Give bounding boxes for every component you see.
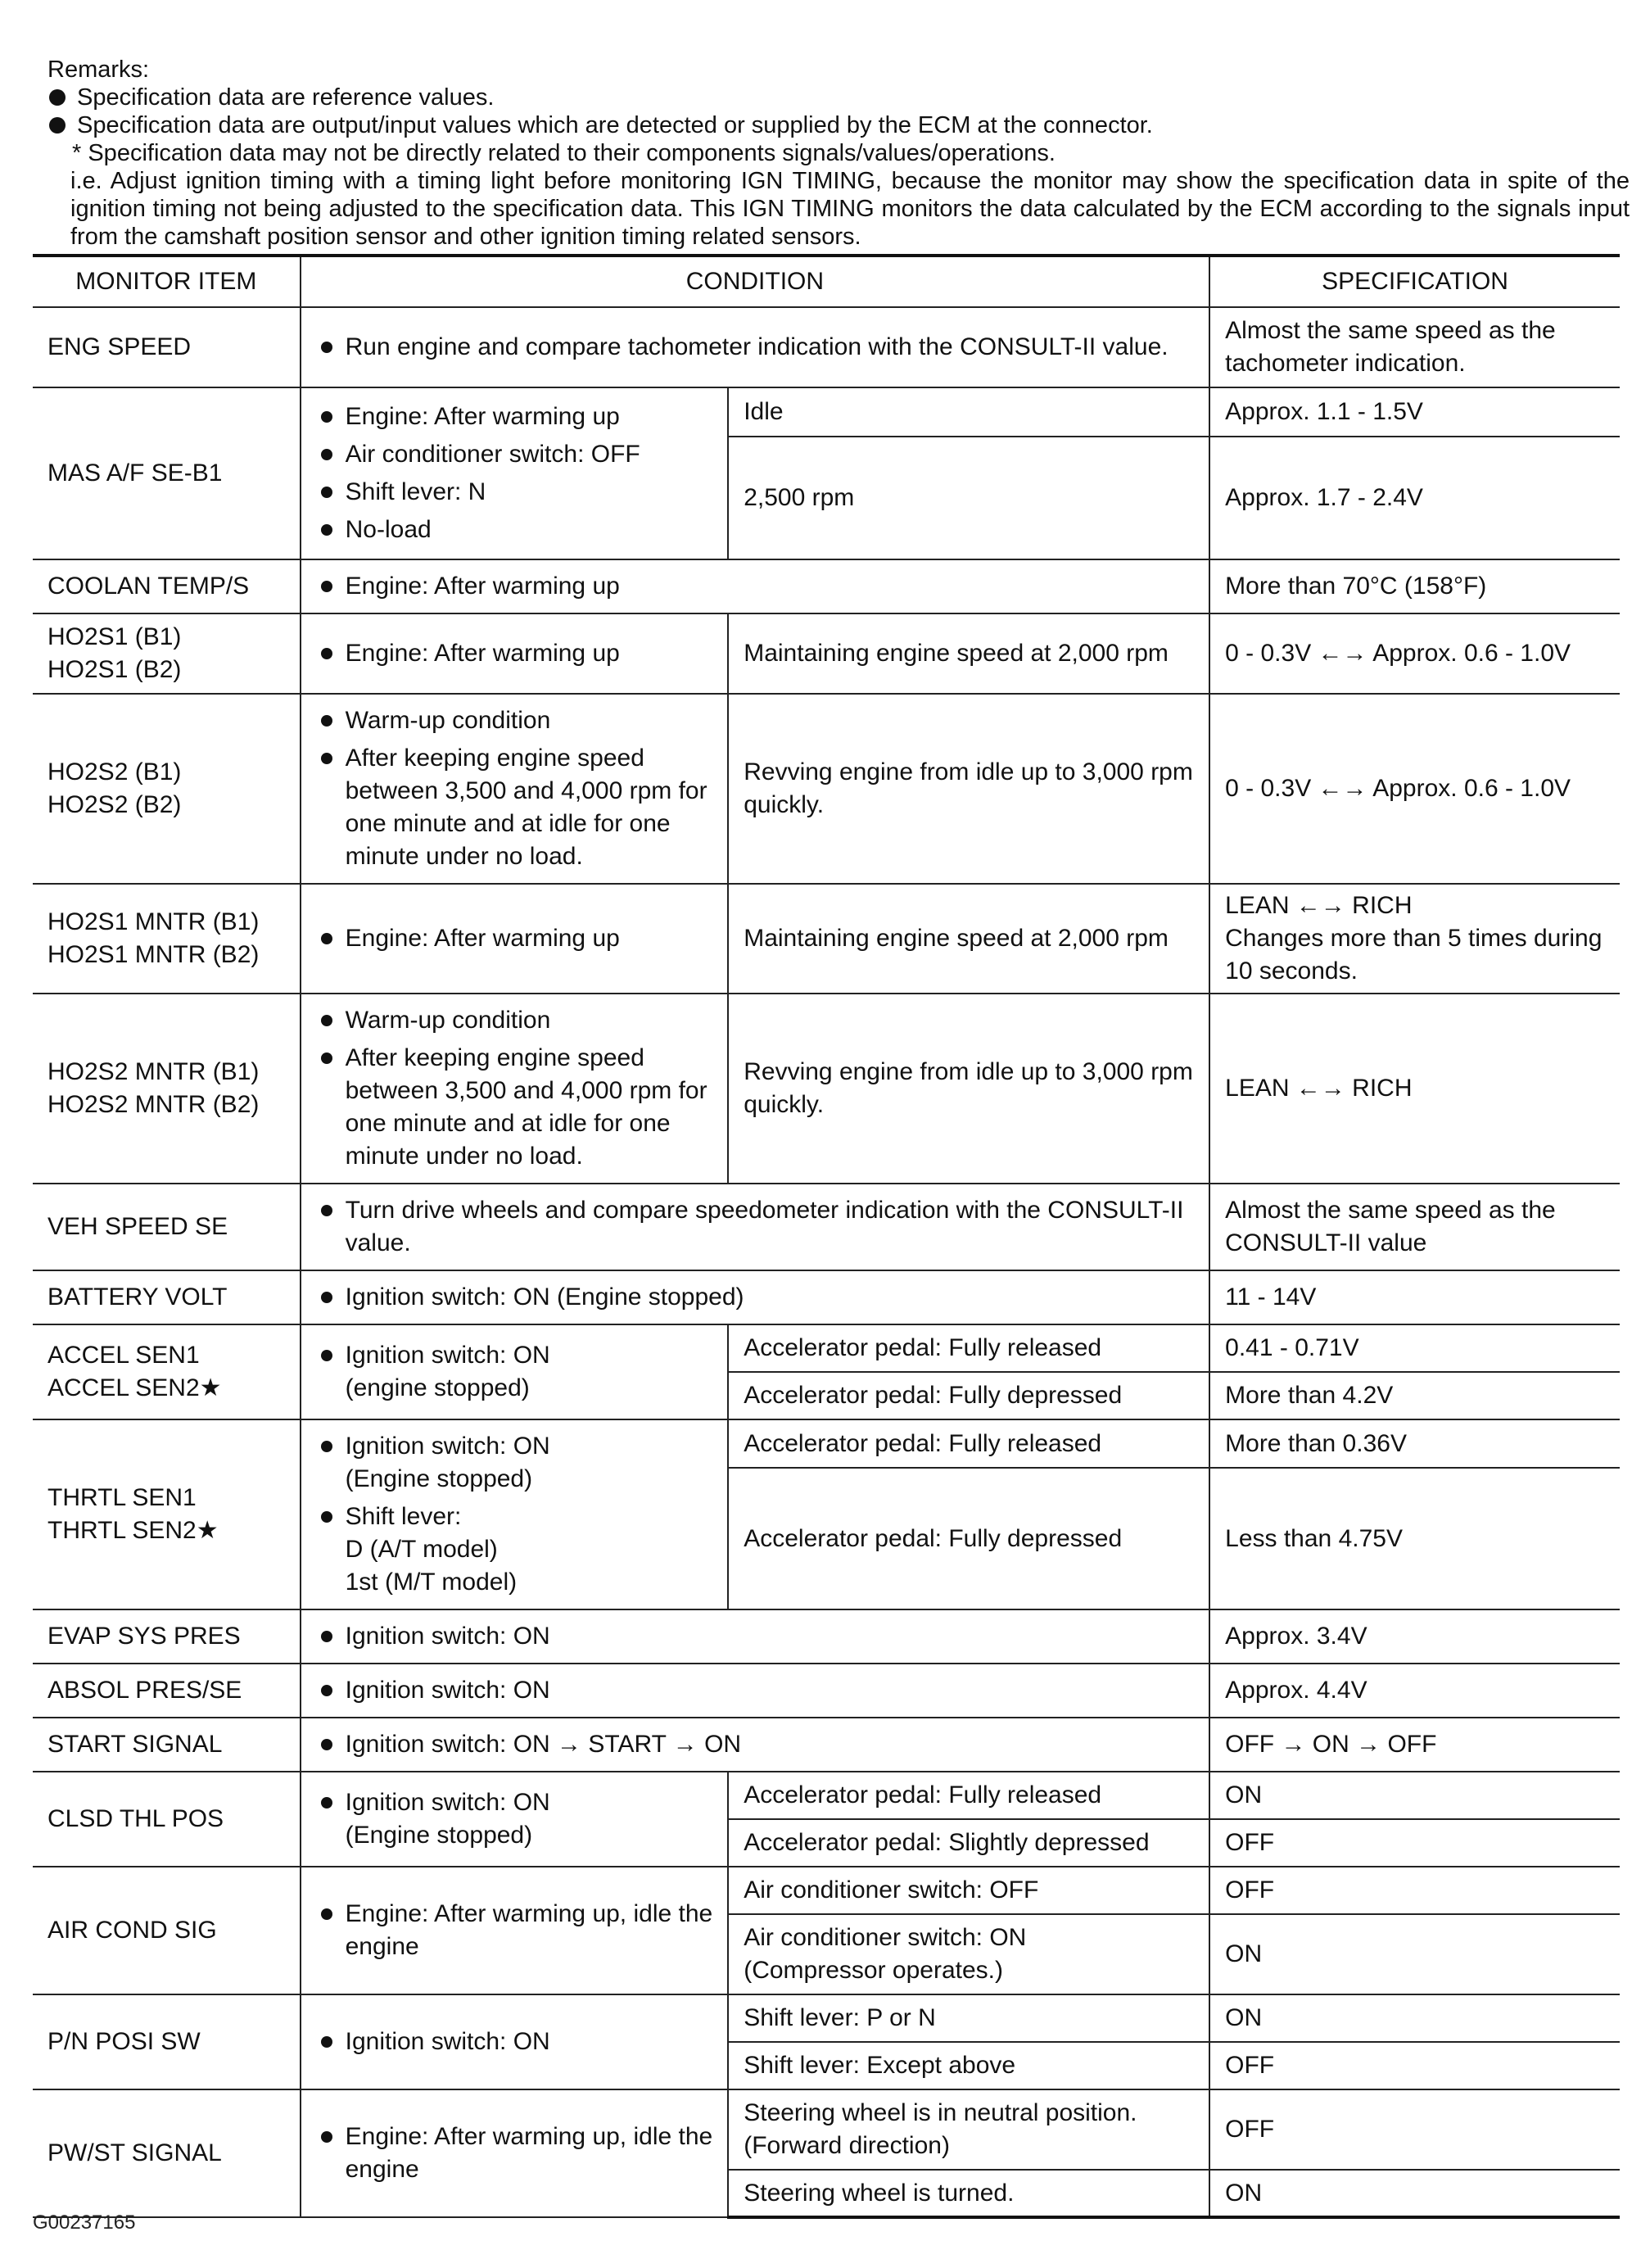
sub-condition-cell: Accelerator pedal: Fully depressed (728, 1372, 1209, 1419)
specification-cell: Almost the same speed as the tachometer indication. (1209, 307, 1620, 387)
condition-bullet: Air conditioner switch: OFF (316, 438, 713, 471)
condition-bullet: After keeping engine speed between 3,500 and 4,000 rpm for one minute and at idle for one minute under no load. (316, 742, 713, 873)
monitor-item-cell: ABSOL PRES/SE (33, 1664, 301, 1718)
condition-cell (301, 1867, 729, 1994)
condition-bullet: Run engine and compare tachometer indication with the CONSULT-II value. (316, 331, 1195, 364)
header-specification: SPECIFICATION (1209, 256, 1620, 307)
condition-cell (301, 307, 1210, 387)
condition-bullet: Engine: After warming up (316, 401, 713, 433)
monitor-item-cell: ACCEL SEN1 ACCEL SEN2★ (33, 1324, 301, 1419)
remarks-example: i.e. Adjust ignition timing with a timing light before monitoring IGN TIMING, because the monitor may show the specification data in spite of the ignition timing not being adjusted to the specification data. This IGN TIMING monitors the data calculated by the ECM according to the signals input from the camshaft position sensor and other ignition timing related sensors. (70, 168, 1630, 250)
table-row (33, 1867, 1620, 1914)
sub-condition-cell: Idle (728, 387, 1209, 437)
remarks-bullet (47, 84, 1630, 111)
condition-bullet: Engine: After warming up (316, 570, 1195, 603)
specification-cell: 0 - 0.3V ←→ Approx. 0.6 - 1.0V (1209, 613, 1620, 694)
condition-bullet: Engine: After warming up (316, 637, 713, 670)
table-row (33, 884, 1620, 994)
monitor-item-cell: CLSD THL POS (33, 1772, 301, 1867)
condition-bullet: No-load (316, 514, 713, 546)
table-row (33, 1609, 1620, 1664)
condition-cell (301, 1772, 729, 1867)
condition-cell (301, 694, 729, 884)
header-condition: CONDITION (301, 256, 1210, 307)
condition-cell (301, 1419, 729, 1609)
sub-condition-cell: Accelerator pedal: Slightly depressed (728, 1819, 1209, 1867)
table-row (33, 994, 1620, 1184)
table-row (33, 1270, 1620, 1324)
condition-bullet: Ignition switch: ON → START → ON (316, 1728, 1195, 1761)
sub-condition-cell: Revving engine from idle up to 3,000 rpm quickly. (728, 694, 1209, 884)
condition-cell (301, 1184, 1210, 1270)
monitor-item-cell: AIR COND SIG (33, 1867, 301, 1994)
specification-cell: ON (1209, 1772, 1620, 1819)
specification-cell: 0 - 0.3V ←→ Approx. 0.6 - 1.0V (1209, 694, 1620, 884)
condition-cell (301, 1609, 1210, 1664)
sub-condition-cell: Accelerator pedal: Fully released (728, 1324, 1209, 1372)
figure-code: G00237165 (33, 2211, 136, 2234)
specification-cell: OFF (1209, 1819, 1620, 1867)
sub-condition-cell: Revving engine from idle up to 3,000 rpm quickly. (728, 994, 1209, 1184)
table-row (33, 559, 1620, 613)
condition-bullet: Ignition switch: ON (Engine stopped) (316, 1430, 713, 1496)
specification-cell: OFF → ON → OFF (1209, 1718, 1620, 1772)
monitor-item-cell: START SIGNAL (33, 1718, 301, 1772)
condition-bullet: Engine: After warming up, idle the engine (316, 1898, 713, 1963)
bullet-icon (49, 89, 66, 106)
specification-cell: Approx. 1.7 - 2.4V (1209, 437, 1620, 559)
table-row (33, 1664, 1620, 1718)
sub-condition-cell: Accelerator pedal: Fully released (728, 1772, 1209, 1819)
condition-bullet: After keeping engine speed between 3,500 and 4,000 rpm for one minute and at idle for one minute under no load. (316, 1042, 713, 1173)
sub-condition-cell: Shift lever: Except above (728, 2042, 1209, 2089)
table-row (33, 2089, 1620, 2170)
sub-condition-cell: Accelerator pedal: Fully released (728, 1419, 1209, 1468)
condition-cell (301, 994, 729, 1184)
specification-cell: ON (1209, 1994, 1620, 2042)
remarks-bullet-text: Specification data are reference values. (77, 84, 495, 111)
condition-bullet: Ignition switch: ON (316, 2026, 713, 2058)
table-row (33, 1718, 1620, 1772)
table-row (33, 613, 1620, 694)
sub-condition-cell: Maintaining engine speed at 2,000 rpm (728, 884, 1209, 994)
condition-bullet: Ignition switch: ON (engine stopped) (316, 1339, 713, 1405)
condition-bullet: Ignition switch: ON (Engine stopped) (316, 1281, 1195, 1314)
specification-cell: Approx. 1.1 - 1.5V (1209, 387, 1620, 437)
condition-cell (301, 1664, 1210, 1718)
specification-cell: Approx. 3.4V (1209, 1609, 1620, 1664)
condition-bullet: Engine: After warming up (316, 922, 713, 955)
specification-cell: OFF (1209, 2089, 1620, 2170)
specification-cell: More than 4.2V (1209, 1372, 1620, 1419)
monitor-item-cell: THRTL SEN1 THRTL SEN2★ (33, 1419, 301, 1609)
monitor-item-cell: HO2S2 (B1) HO2S2 (B2) (33, 694, 301, 884)
condition-cell (301, 884, 729, 994)
sub-condition-cell: Air conditioner switch: ON (Compressor operates.) (728, 1914, 1209, 1994)
specification-cell: OFF (1209, 1867, 1620, 1914)
specification-cell: LEAN ←→ RICH (1209, 994, 1620, 1184)
remarks-note: * Specification data may not be directly related to their components signals/values/operations. (72, 140, 1056, 166)
table-row (33, 387, 1620, 437)
specification-cell: More than 0.36V (1209, 1419, 1620, 1468)
table-row (33, 307, 1620, 387)
table-row (33, 1419, 1620, 1468)
monitor-item-cell: VEH SPEED SE (33, 1184, 301, 1270)
condition-cell (301, 1994, 729, 2089)
sub-condition-cell: Steering wheel is turned. (728, 2170, 1209, 2217)
specification-cell: More than 70°C (158°F) (1209, 559, 1620, 613)
monitor-item-cell: HO2S1 MNTR (B1) HO2S1 MNTR (B2) (33, 884, 301, 994)
monitor-item-cell: P/N POSI SW (33, 1994, 301, 2089)
condition-bullet: Ignition switch: ON (316, 1620, 1195, 1653)
monitor-item-cell: MAS A/F SE-B1 (33, 387, 301, 559)
specification-cell: Almost the same speed as the CONSULT-II value (1209, 1184, 1620, 1270)
table-row (33, 1772, 1620, 1819)
condition-cell (301, 387, 729, 559)
table-row (33, 694, 1620, 884)
condition-bullet: Shift lever: N (316, 476, 713, 509)
table-header-row (33, 256, 1620, 307)
table-row (33, 1184, 1620, 1270)
remarks-section (47, 56, 1630, 251)
remarks-bullet (47, 111, 1630, 139)
sub-condition-cell: Steering wheel is in neutral position. (Forward direction) (728, 2089, 1209, 2170)
monitor-item-cell: HO2S2 MNTR (B1) HO2S2 MNTR (B2) (33, 994, 301, 1184)
bullet-icon (49, 117, 66, 134)
condition-cell (301, 1270, 1210, 1324)
specification-cell: 11 - 14V (1209, 1270, 1620, 1324)
condition-cell (301, 1324, 729, 1419)
remarks-heading: Remarks: (47, 57, 150, 83)
specification-cell: ON (1209, 1914, 1620, 1994)
condition-bullet: Warm-up condition (316, 704, 713, 737)
monitor-item-cell: EVAP SYS PRES (33, 1609, 301, 1664)
specification-cell: 0.41 - 0.71V (1209, 1324, 1620, 1372)
condition-cell (301, 2089, 729, 2217)
table-row (33, 1994, 1620, 2042)
condition-bullet: Shift lever: D (A/T model) 1st (M/T model) (316, 1501, 713, 1599)
condition-cell (301, 1718, 1210, 1772)
specification-table (33, 254, 1620, 2219)
specification-cell: OFF (1209, 2042, 1620, 2089)
monitor-item-cell: PW/ST SIGNAL (33, 2089, 301, 2217)
sub-condition-cell: 2,500 rpm (728, 437, 1209, 559)
table-row (33, 1324, 1620, 1372)
monitor-item-cell: ENG SPEED (33, 307, 301, 387)
sub-condition-cell: Air conditioner switch: OFF (728, 1867, 1209, 1914)
monitor-item-cell: HO2S1 (B1) HO2S1 (B2) (33, 613, 301, 694)
header-monitor-item: MONITOR ITEM (33, 256, 301, 307)
specification-cell: LEAN ←→ RICH Changes more than 5 times during 10 seconds. (1209, 884, 1620, 994)
condition-bullet: Ignition switch: ON (316, 1674, 1195, 1707)
specification-cell: ON (1209, 2170, 1620, 2217)
condition-bullet: Warm-up condition (316, 1004, 713, 1037)
monitor-item-cell: BATTERY VOLT (33, 1270, 301, 1324)
remarks-bullet-text: Specification data are output/input values which are detected or supplied by the ECM at the connector. (77, 112, 1153, 138)
sub-condition-cell: Accelerator pedal: Fully depressed (728, 1468, 1209, 1609)
condition-cell (301, 559, 1210, 613)
sub-condition-cell: Shift lever: P or N (728, 1994, 1209, 2042)
condition-bullet: Ignition switch: ON (Engine stopped) (316, 1786, 713, 1852)
sub-condition-cell: Maintaining engine speed at 2,000 rpm (728, 613, 1209, 694)
specification-cell: Approx. 4.4V (1209, 1664, 1620, 1718)
condition-cell (301, 613, 729, 694)
specification-cell: Less than 4.75V (1209, 1468, 1620, 1609)
monitor-item-cell: COOLAN TEMP/S (33, 559, 301, 613)
condition-bullet: Turn drive wheels and compare speedometer indication with the CONSULT-II value. (316, 1194, 1195, 1260)
condition-bullet: Engine: After warming up, idle the engine (316, 2121, 713, 2186)
